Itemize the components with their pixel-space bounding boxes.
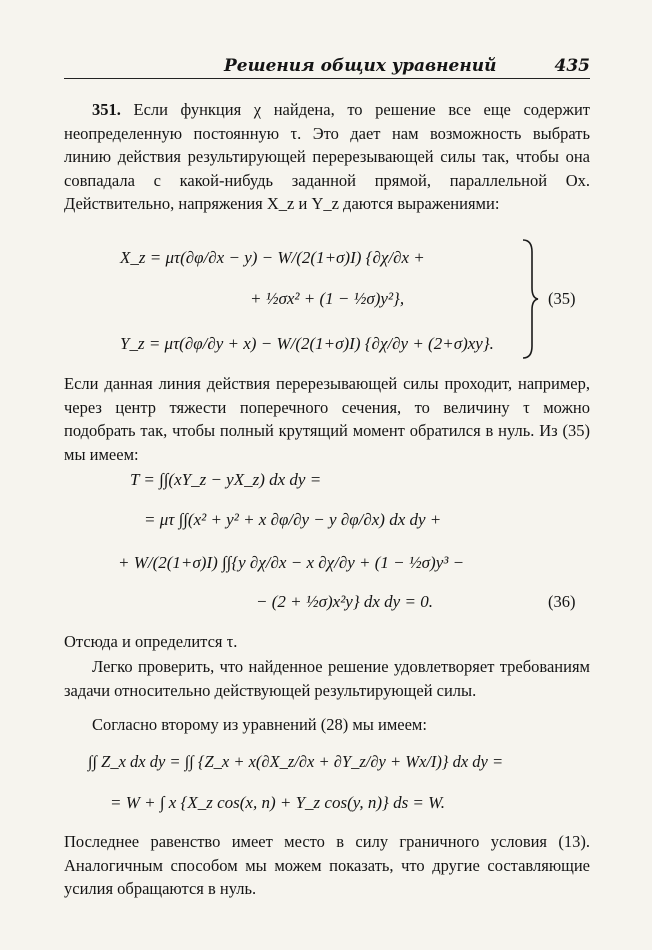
eq36-line4: − (2 + ½σ)x²y} dx dy = 0. [256, 592, 433, 611]
eq35-tag: (35) [548, 289, 576, 308]
section-number: 351. [92, 100, 121, 119]
eq36-line2: = μτ ∫∫(x² + y² + x ∂φ/∂y − y ∂φ/∂x) dx dy + [144, 510, 442, 529]
paragraph-351-text: Если функция χ найдена, то решение все еще содержит неопределенную постоянную τ. Это дает нам возможность выбрать линию действия результирующей перерезывающей силы так, чтобы она совпадала с какой-нибудь заданной прямой, параллельной Ox. Действительно, напряжения X_z и Y_z даются выражениями: [64, 100, 590, 213]
paragraph-2: Если данная линия действия перерезывающей силы проходит, например, через центр тяжести поперечного сечения, то величину τ можно подобрать так, чтобы полный крутящий момент обратился в нуль. Из (35) мы имеем: [64, 374, 590, 464]
page-number: 435 [554, 56, 590, 76]
paragraph-351 [64, 98, 590, 216]
running-header [64, 52, 590, 79]
eq35-line1: X_z = μτ(∂φ/∂x − y) − W/(2(1+σ)I) {∂χ/∂x + [120, 248, 425, 267]
paragraph-4: Легко проверить, что найденное решение удовлетворяет требованиям задачи относительно действующей результирующей силы. [64, 657, 590, 700]
eq36-tag: (36) [548, 592, 576, 611]
paragraph-6: Последнее равенство имеет место в силу граничного условия (13). Аналогичным способом мы можем показать, что другие составляющие усилия обращаются в нуль. [64, 832, 590, 898]
paragraph-3: Отсюда и определится τ. [64, 632, 238, 651]
eq36-line1: T = ∫∫(xY_z − yX_z) dx dy = [130, 470, 322, 489]
eq35-line2: + ½σx² + (1 − ½σ)y²}, [250, 289, 405, 308]
right-brace-icon [520, 238, 540, 360]
paragraph-5: Согласно второму из уравнений (28) мы имеем: [92, 715, 427, 734]
eq-last-line1: ∫∫ Z_x dx dy = ∫∫ {Z_x + x(∂X_z/∂x + ∂Y_z/∂y + Wx/I)} dx dy = [88, 752, 504, 771]
eq35-line3: Y_z = μτ(∂φ/∂y + x) − W/(2(1+σ)I) {∂χ/∂y + (2+σ)xy}. [120, 334, 494, 353]
eq-last-line2: = W + ∫ x {X_z cos(x, n) + Y_z cos(y, n)} ds = W. [110, 793, 446, 812]
eq36-line3: + W/(2(1+σ)I) ∫∫{y ∂χ/∂x − x ∂χ/∂y + (1 − ½σ)y³ − [118, 553, 465, 572]
running-title: Решения общих уравнений [224, 56, 497, 76]
